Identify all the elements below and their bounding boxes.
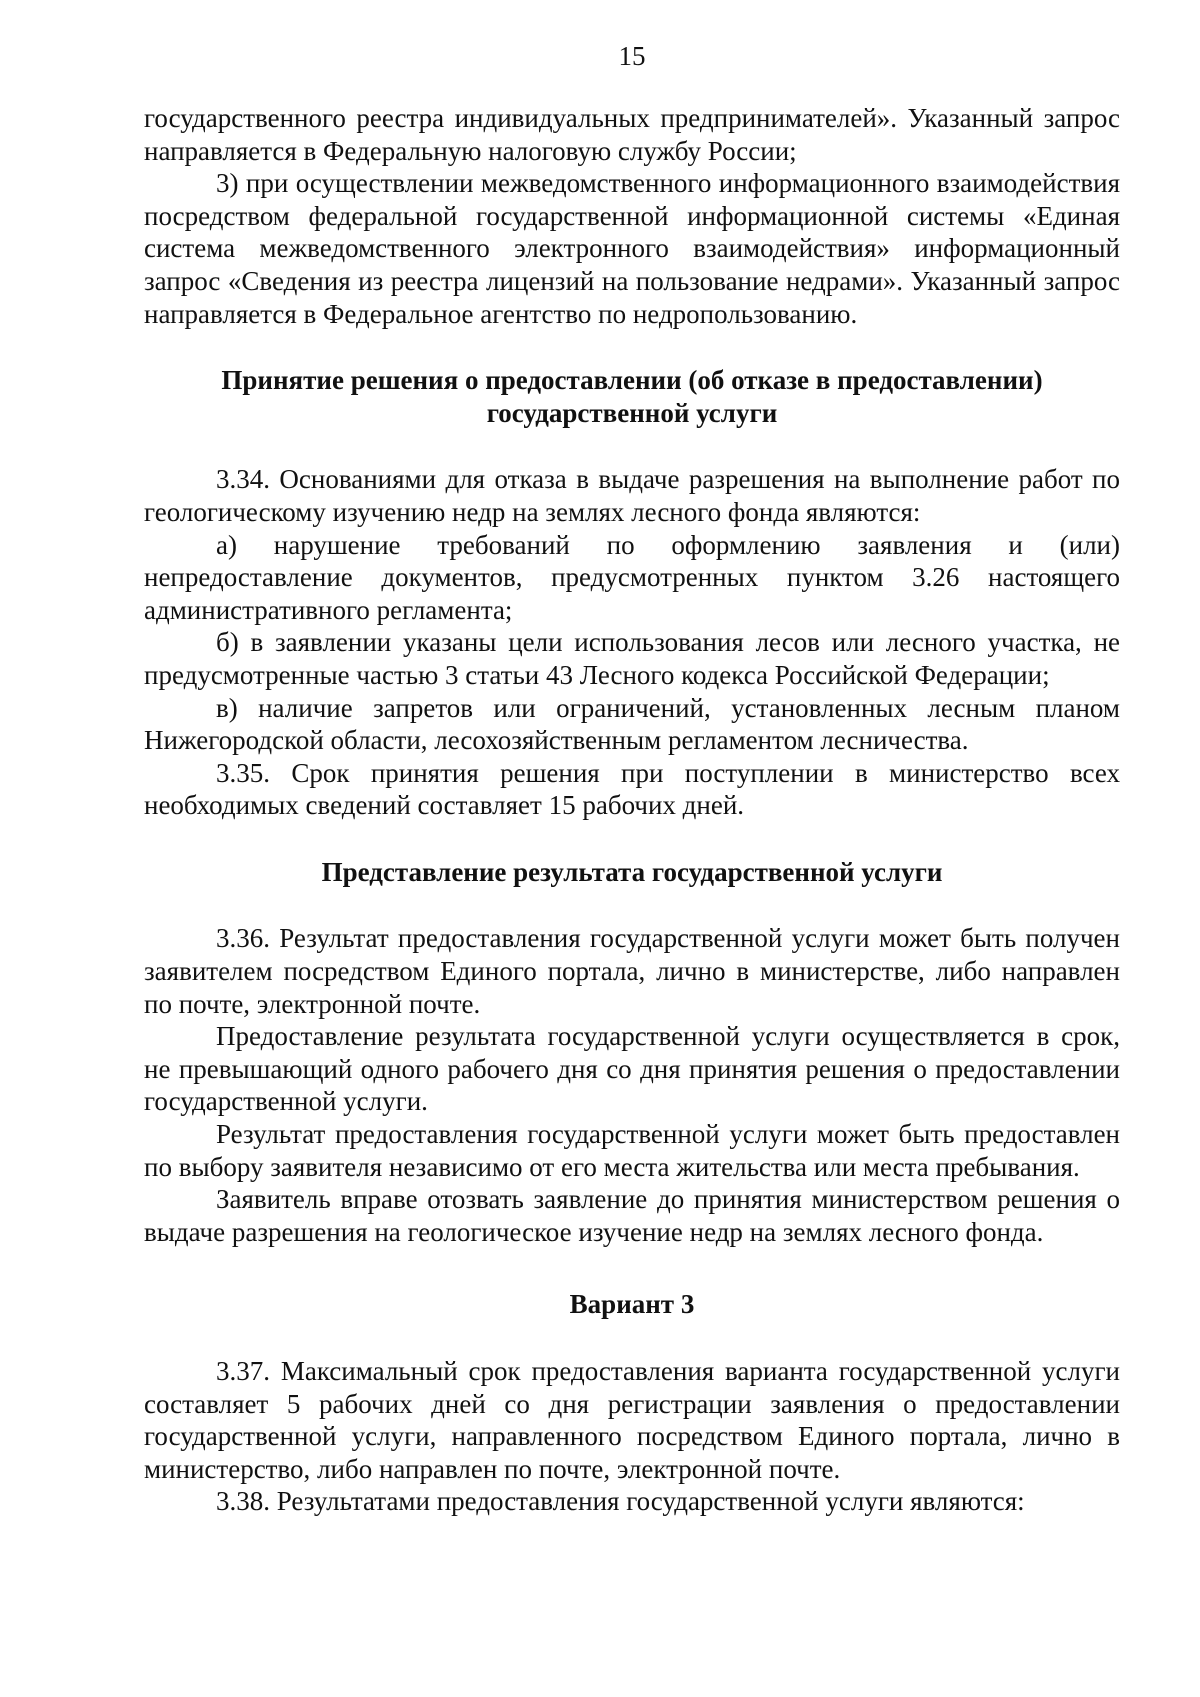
spacer <box>144 330 1120 364</box>
paragraph-3-34-b: б) в заявлении указаны цели использования лесов или лесного участка, не предусмотренные частью 3 статьи 43 Лесного кодекса Российской Федерации; <box>144 627 1120 690</box>
paragraph-3-36: 3.36. Результат предоставления государственной услуги может быть получен заявителем посредством Единого портала, лично в министерстве, либо направлен по почте, электронной почте. <box>144 923 1120 1019</box>
paragraph-3-34: 3.34. Основаниями для отказа в выдаче разрешения на выполнение работ по геологическому изучению недр на землях лесного фонда являются: <box>144 464 1120 527</box>
paragraph-continuation: государственного реестра индивидуальных предпринимателей». Указанный запрос направляется в Федеральную налоговую службу России; <box>144 103 1120 166</box>
paragraph-3-37: 3.37. Максимальный срок предоставления варианта государственной услуги составляет 5 рабочих дней со дня регистрации заявления о предоставлении государственной услуги, направленного посредством Единого портала, лично в министерство, либо направлен по почте, электронной почте. <box>144 1356 1120 1484</box>
paragraph-withdraw: Заявитель вправе отозвать заявление до принятия министерством решения о выдаче разрешения на геологическое изучение недр на землях лесного фонда. <box>144 1184 1120 1247</box>
document-body <box>144 102 1120 1518</box>
spacer <box>144 1248 1120 1288</box>
paragraph-3-35: 3.35. Срок принятия решения при поступлении в министерство всех необходимых сведений составляет 15 рабочих дней. <box>144 757 1120 821</box>
section-heading-decision: Принятие решения о предоставлении (об отказе в предоставлении) государственной услуги <box>221 365 1043 428</box>
section-heading-result: Представление результата государственной услуги <box>321 856 943 887</box>
spacer <box>144 888 1120 922</box>
paragraph-result-term: Предоставление результата государственной услуги осуществляется в срок, не превышающий одного рабочего дня со дня принятия решения о предоставлении государственной услуги. <box>144 1021 1120 1117</box>
page-number: 15 <box>618 41 646 71</box>
paragraph-3-38: 3.38. Результатами предоставления государственной услуги являются: <box>216 1486 1025 1517</box>
section-heading-variant-3: Вариант 3 <box>569 1289 695 1320</box>
paragraph-3-34-a: а) нарушение требований по оформлению заявления и (или) непредоставление документов, предусмотренных пунктом 3.26 настоящего административного регламента; <box>144 529 1120 625</box>
spacer <box>144 1321 1120 1355</box>
paragraph-result-choice: Результат предоставления государственной услуги может быть предоставлен по выбору заявителя независимо от его места жительства или места пребывания. <box>144 1119 1120 1182</box>
spacer <box>144 429 1120 463</box>
spacer <box>144 822 1120 856</box>
paragraph-3-34-v: в) наличие запретов или ограничений, установленных лесным планом Нижегородской области, лесохозяйственным регламентом лесничества. <box>144 692 1120 756</box>
paragraph-item-3: 3) при осуществлении межведомственного информационного взаимодействия посредством федеральной государственной информационной системы «Единая система межведомственного электронного взаимодействия» информационный запрос «Сведения из реестра лицензий на пользование недрами». Указанный запрос направляется в Федеральное агентство по недропользованию. <box>144 168 1120 329</box>
